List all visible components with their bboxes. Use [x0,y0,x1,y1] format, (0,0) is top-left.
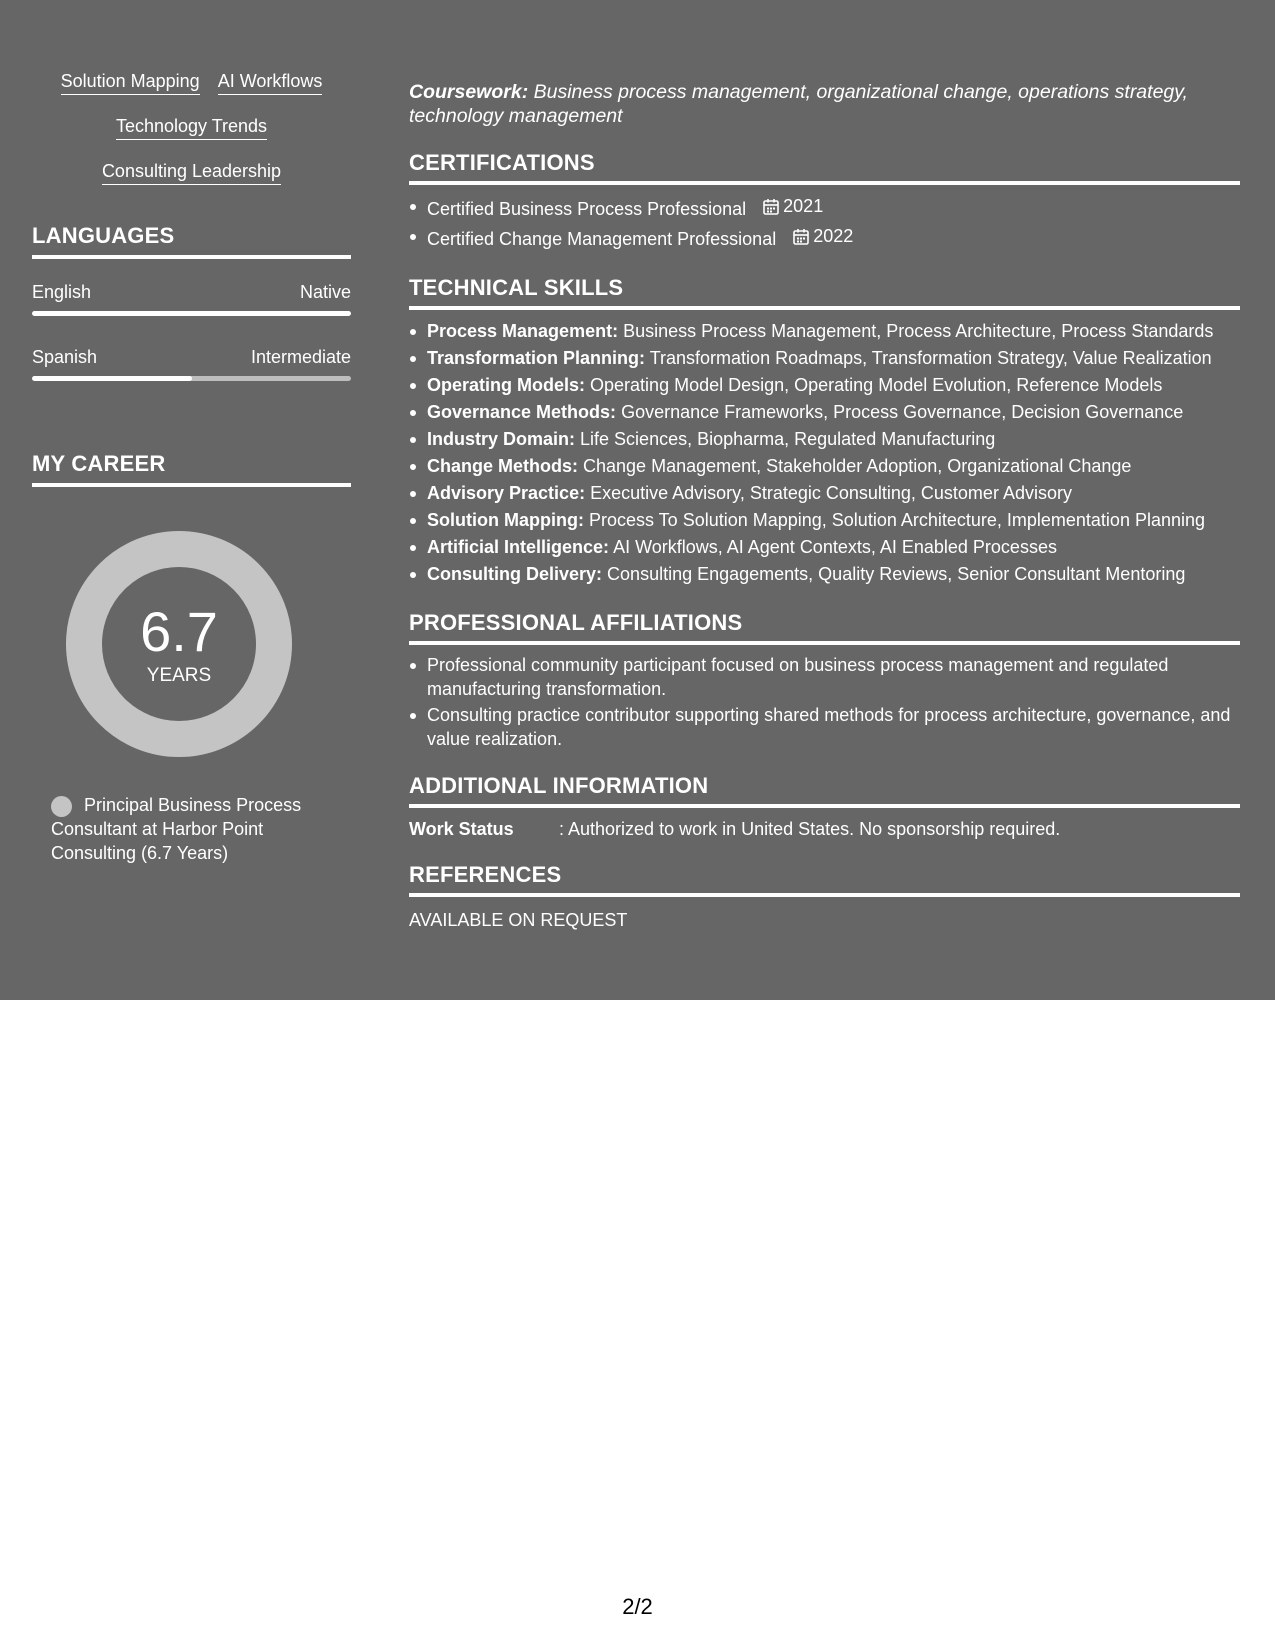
affiliation-item: Professional community participant focused on business process management and regulated manufacturing transformation. [427,653,1240,701]
certification-year: 2021 [783,196,824,216]
language-item [32,346,351,381]
language-level: Native [299,282,351,302]
skill-text: Operating Model Design, Operating Model Evolution, Reference Models [590,375,1163,395]
career-donut-chart [66,531,292,757]
main-content [409,80,1240,931]
section-divider [409,804,1240,808]
work-status-label: Work Status [409,819,514,839]
skill-item [427,561,1240,588]
affiliations-list [409,653,1240,751]
certification-date [793,223,853,250]
section-divider [409,893,1240,897]
certifications-section [409,150,1240,253]
skill-item [427,345,1240,372]
references-text: AVAILABLE ON REQUEST [409,910,628,930]
legend-dot-icon [51,796,72,817]
skill-label: Transformation Planning: [427,348,646,368]
skill-label: Advisory Practice: [427,483,586,503]
coursework-text: Business process management, organizational change, operations strategy, technology management [409,81,1188,127]
skill-text: Process To Solution Mapping, Solution Architecture, Implementation Planning [588,510,1206,530]
certification-item [427,193,1240,223]
coursework [409,80,1240,128]
skill-item [427,372,1240,399]
language-level: Intermediate [250,347,351,367]
certifications-list [409,193,1240,253]
skill-text: Change Management, Stakeholder Adoption, Organizational Change [583,456,1132,476]
certification-date [763,193,823,220]
skill-label: Consulting Delivery: [427,564,603,584]
page-number: 2/2 [622,1594,653,1619]
calendar-icon [793,228,809,245]
skill-item [427,318,1240,345]
skills-list [409,318,1240,588]
skill-text: Life Sciences, Biopharma, Regulated Manufacturing [580,429,996,449]
career-years-unit: YEARS [146,665,212,686]
references-section [409,862,1240,931]
tag-consulting-leadership: Consulting Leadership [102,160,281,185]
skill-text: Consulting Engagements, Quality Reviews, Senior Consultant Mentoring [607,564,1186,584]
career-legend-text: Principal Business Process Consultant at Harbor Point Consulting (6.7 Years) [51,795,302,863]
tag-list [32,70,351,185]
skill-label: Solution Mapping: [427,510,584,530]
section-divider [32,255,351,259]
skill-text: Governance Frameworks, Process Governance, Decision Governance [621,402,1184,422]
skill-item [427,507,1240,534]
skill-item [427,534,1240,561]
language-proficiency-fill [32,376,192,381]
language-proficiency-fill [32,311,351,316]
tag-ai-workflows: AI Workflows [218,70,323,95]
tag-solution-mapping: Solution Mapping [61,70,200,95]
technical-skills-heading: TECHNICAL SKILLS [409,275,624,300]
work-status-row [409,818,1240,840]
skill-label: Industry Domain: [427,429,576,449]
tag-technology-trends: Technology Trends [116,115,267,140]
career-legend [51,793,331,865]
skill-label: Process Management: [427,321,619,341]
skill-text: Transformation Roadmaps, Transformation Strategy, Value Realization [649,348,1212,368]
skill-item [427,426,1240,453]
references-heading: REFERENCES [409,862,562,887]
section-divider [409,181,1240,185]
language-proficiency-bar [32,376,351,381]
skill-label: Operating Models: [427,375,586,395]
certification-name: Certified Business Process Professional [427,199,747,219]
skill-label: Change Methods: [427,456,578,476]
certification-year: 2022 [813,226,854,246]
skill-label: Governance Methods: [427,402,617,422]
tag-row [32,115,351,140]
affiliations-section [409,610,1240,751]
language-item [32,281,351,316]
certification-name: Certified Change Management Professional [427,229,777,249]
skill-label: Artificial Intelligence: [427,537,610,557]
tag-row [32,160,351,185]
technical-skills-section [409,275,1240,588]
section-divider [32,483,351,487]
career-section [32,451,351,865]
skill-item [427,453,1240,480]
skill-text: Executive Advisory, Strategic Consulting, Customer Advisory [590,483,1072,503]
language-proficiency-bar [32,311,351,316]
skill-item [427,480,1240,507]
language-name: Spanish [32,347,98,367]
additional-info-heading: ADDITIONAL INFORMATION [409,773,709,798]
affiliation-item: Consulting practice contributor supporting shared methods for process architecture, governance, and value realization. [427,703,1240,751]
skill-text: Business Process Management, Process Architecture, Process Standards [623,321,1214,341]
work-status-value: : Authorized to work in United States. No sponsorship required. [559,819,1061,839]
languages-heading: LANGUAGES [32,223,175,248]
coursework-label: Coursework: [409,81,529,103]
additional-info-section [409,773,1240,840]
section-divider [409,641,1240,645]
career-years-value: 6.7 [140,600,218,663]
certification-item [427,223,1240,253]
certifications-heading: CERTIFICATIONS [409,150,595,175]
affiliations-heading: PROFESSIONAL AFFILIATIONS [409,610,743,635]
skill-text: AI Workflows, AI Agent Contexts, AI Enabled Processes [613,537,1057,557]
language-name: English [32,282,92,302]
skill-item [427,399,1240,426]
tag-row [32,70,351,95]
calendar-icon [763,198,779,215]
sidebar [32,70,351,865]
languages-section [32,223,351,381]
section-divider [409,306,1240,310]
career-heading: MY CAREER [32,451,166,476]
